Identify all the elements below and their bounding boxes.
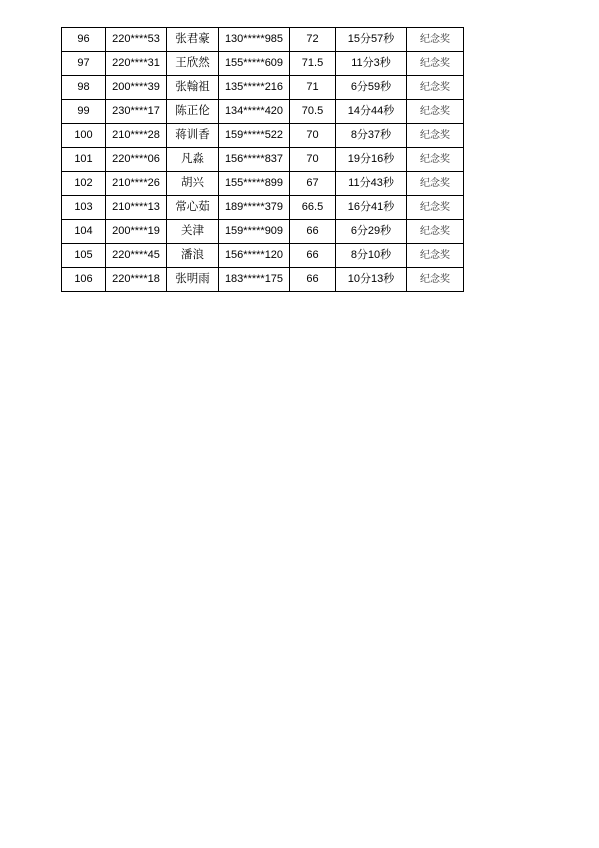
score-cell: 67 [290, 172, 336, 196]
time-cell: 10分13秒 [336, 268, 407, 292]
score-cell: 66 [290, 220, 336, 244]
table-row [62, 76, 464, 100]
phone-cell: 189*****379 [219, 196, 290, 220]
award-cell: 纪念奖 [407, 268, 464, 292]
name-cell: 潘浪 [167, 244, 219, 268]
rank-cell: 98 [62, 76, 106, 100]
id-cell: 220****18 [106, 268, 167, 292]
award-cell: 纪念奖 [407, 172, 464, 196]
award-cell: 纪念奖 [407, 124, 464, 148]
phone-cell: 130*****985 [219, 28, 290, 52]
name-cell: 蒋训香 [167, 124, 219, 148]
table-row [62, 244, 464, 268]
name-cell: 凡淼 [167, 148, 219, 172]
id-cell: 210****26 [106, 172, 167, 196]
table-row [62, 220, 464, 244]
results-table [61, 27, 464, 292]
phone-cell: 183*****175 [219, 268, 290, 292]
score-cell: 70.5 [290, 100, 336, 124]
phone-cell: 156*****120 [219, 244, 290, 268]
id-cell: 210****13 [106, 196, 167, 220]
score-cell: 71.5 [290, 52, 336, 76]
rank-cell: 105 [62, 244, 106, 268]
name-cell: 张明雨 [167, 268, 219, 292]
time-cell: 11分43秒 [336, 172, 407, 196]
name-cell: 胡兴 [167, 172, 219, 196]
results-table-body [62, 28, 464, 292]
id-cell: 220****06 [106, 148, 167, 172]
id-cell: 210****28 [106, 124, 167, 148]
table-row [62, 52, 464, 76]
phone-cell: 155*****899 [219, 172, 290, 196]
name-cell: 陈正伦 [167, 100, 219, 124]
score-cell: 70 [290, 148, 336, 172]
rank-cell: 104 [62, 220, 106, 244]
rank-cell: 100 [62, 124, 106, 148]
table-row [62, 268, 464, 292]
phone-cell: 134*****420 [219, 100, 290, 124]
award-cell: 纪念奖 [407, 52, 464, 76]
time-cell: 6分59秒 [336, 76, 407, 100]
phone-cell: 156*****837 [219, 148, 290, 172]
time-cell: 19分16秒 [336, 148, 407, 172]
table-row [62, 172, 464, 196]
award-cell: 纪念奖 [407, 28, 464, 52]
name-cell: 张翰祖 [167, 76, 219, 100]
score-cell: 70 [290, 124, 336, 148]
rank-cell: 106 [62, 268, 106, 292]
time-cell: 11分3秒 [336, 52, 407, 76]
phone-cell: 159*****522 [219, 124, 290, 148]
time-cell: 6分29秒 [336, 220, 407, 244]
id-cell: 220****45 [106, 244, 167, 268]
id-cell: 220****53 [106, 28, 167, 52]
rank-cell: 99 [62, 100, 106, 124]
score-cell: 71 [290, 76, 336, 100]
phone-cell: 159*****909 [219, 220, 290, 244]
name-cell: 关津 [167, 220, 219, 244]
time-cell: 8分10秒 [336, 244, 407, 268]
award-cell: 纪念奖 [407, 244, 464, 268]
award-cell: 纪念奖 [407, 100, 464, 124]
table-row [62, 196, 464, 220]
time-cell: 16分41秒 [336, 196, 407, 220]
table-row [62, 124, 464, 148]
time-cell: 15分57秒 [336, 28, 407, 52]
phone-cell: 135*****216 [219, 76, 290, 100]
award-cell: 纪念奖 [407, 220, 464, 244]
award-cell: 纪念奖 [407, 76, 464, 100]
score-cell: 66.5 [290, 196, 336, 220]
rank-cell: 103 [62, 196, 106, 220]
id-cell: 200****19 [106, 220, 167, 244]
id-cell: 200****39 [106, 76, 167, 100]
id-cell: 220****31 [106, 52, 167, 76]
name-cell: 王欣然 [167, 52, 219, 76]
phone-cell: 155*****609 [219, 52, 290, 76]
table-row [62, 28, 464, 52]
rank-cell: 97 [62, 52, 106, 76]
name-cell: 张君豪 [167, 28, 219, 52]
table-row [62, 148, 464, 172]
time-cell: 8分37秒 [336, 124, 407, 148]
id-cell: 230****17 [106, 100, 167, 124]
rank-cell: 102 [62, 172, 106, 196]
rank-cell: 96 [62, 28, 106, 52]
score-cell: 72 [290, 28, 336, 52]
award-cell: 纪念奖 [407, 196, 464, 220]
score-cell: 66 [290, 244, 336, 268]
time-cell: 14分44秒 [336, 100, 407, 124]
rank-cell: 101 [62, 148, 106, 172]
score-cell: 66 [290, 268, 336, 292]
table-row [62, 100, 464, 124]
name-cell: 常心茹 [167, 196, 219, 220]
award-cell: 纪念奖 [407, 148, 464, 172]
